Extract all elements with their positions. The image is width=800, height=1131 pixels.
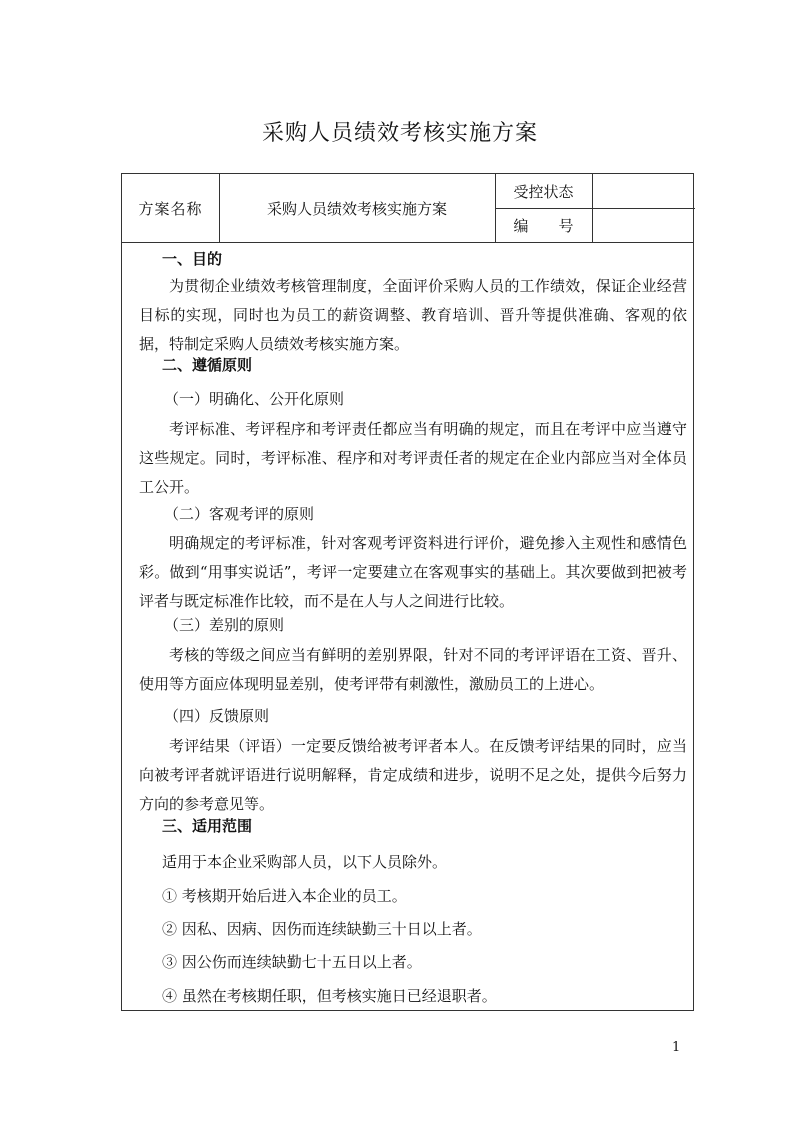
principle-paragraph-3: 考核的等级之间应当有鲜明的差别界限，针对不同的考评评语在工资、晋升、使用等方面应体现明显差别，使考评带有刺激性，激励员工的上进心。 <box>139 646 687 693</box>
principle-title-4: （四）反馈原则 <box>164 707 270 725</box>
section-heading-purpose: 一、目的 <box>162 250 223 268</box>
exclusion-item: ① 考核期开始后进入本企业的员工。 <box>162 887 407 905</box>
principle-title-3: （三）差别的原则 <box>164 616 285 634</box>
number-label: 编 号 <box>513 216 574 235</box>
exclusion-item: ② 因私、因病、因伤而连续缺勤三十日以上者。 <box>162 920 482 938</box>
principle-paragraph-4: 考评结果（评语）一定要反馈给被考评者本人。在反馈考评结果的同时，应当向被考评者就评语进行说明解释，肯定成绩和进步，说明不足之处，提供今后努力方向的参考意见等。 <box>139 737 687 813</box>
section-heading-principles: 二、遵循原则 <box>162 356 253 374</box>
page-number: 1 <box>672 1040 681 1055</box>
control-status-value <box>592 174 695 208</box>
exclusion-item: ④ 虽然在考核期任职，但考核实施日已经退职者。 <box>162 987 497 1005</box>
number-value <box>592 208 695 242</box>
principle-paragraph-1: 考评标准、考评程序和考评责任都应当有明确的规定，而且在考评中应当遵守这些规定。同时，考评标准、程序和对考评责任者的规定在企业内部应当对全体员工公开。 <box>139 420 687 496</box>
purpose-paragraph: 为贯彻企业绩效考核管理制度，全面评价采购人员的工作绩效，保证企业经营目标的实现，同时也为员工的薪资调整、教育培训、晋升等提供准确、客观的依据，特制定采购人员绩效考核实施方案。 <box>139 277 687 353</box>
scope-intro: 适用于本企业采购部人员，以下人员除外。 <box>162 853 448 871</box>
document-title: 采购人员绩效考核实施方案 <box>261 121 538 146</box>
principle-paragraph-2: 明确规定的考评标准，针对客观考评资料进行评价，避免掺入主观性和感情色彩。做到“用事实说话”，考评一定要建立在客观事实的基础上。其次要做到把被考评者与既定标准作比较，而不是在人与人之间进行比较。 <box>139 534 687 610</box>
section-heading-scope: 三、适用范围 <box>162 817 253 835</box>
principle-title-1: （一）明确化、公开化原则 <box>164 390 345 408</box>
control-status-label: 受控状态 <box>513 182 574 201</box>
principle-title-2: （二）客观考评的原则 <box>164 505 315 523</box>
plan-table <box>121 173 694 1011</box>
plan-name-value: 采购人员绩效考核实施方案 <box>266 199 447 218</box>
plan-name-label: 方案名称 <box>138 199 203 218</box>
exclusion-item: ③ 因公伤而连续缺勤七十五日以上者。 <box>162 953 422 971</box>
